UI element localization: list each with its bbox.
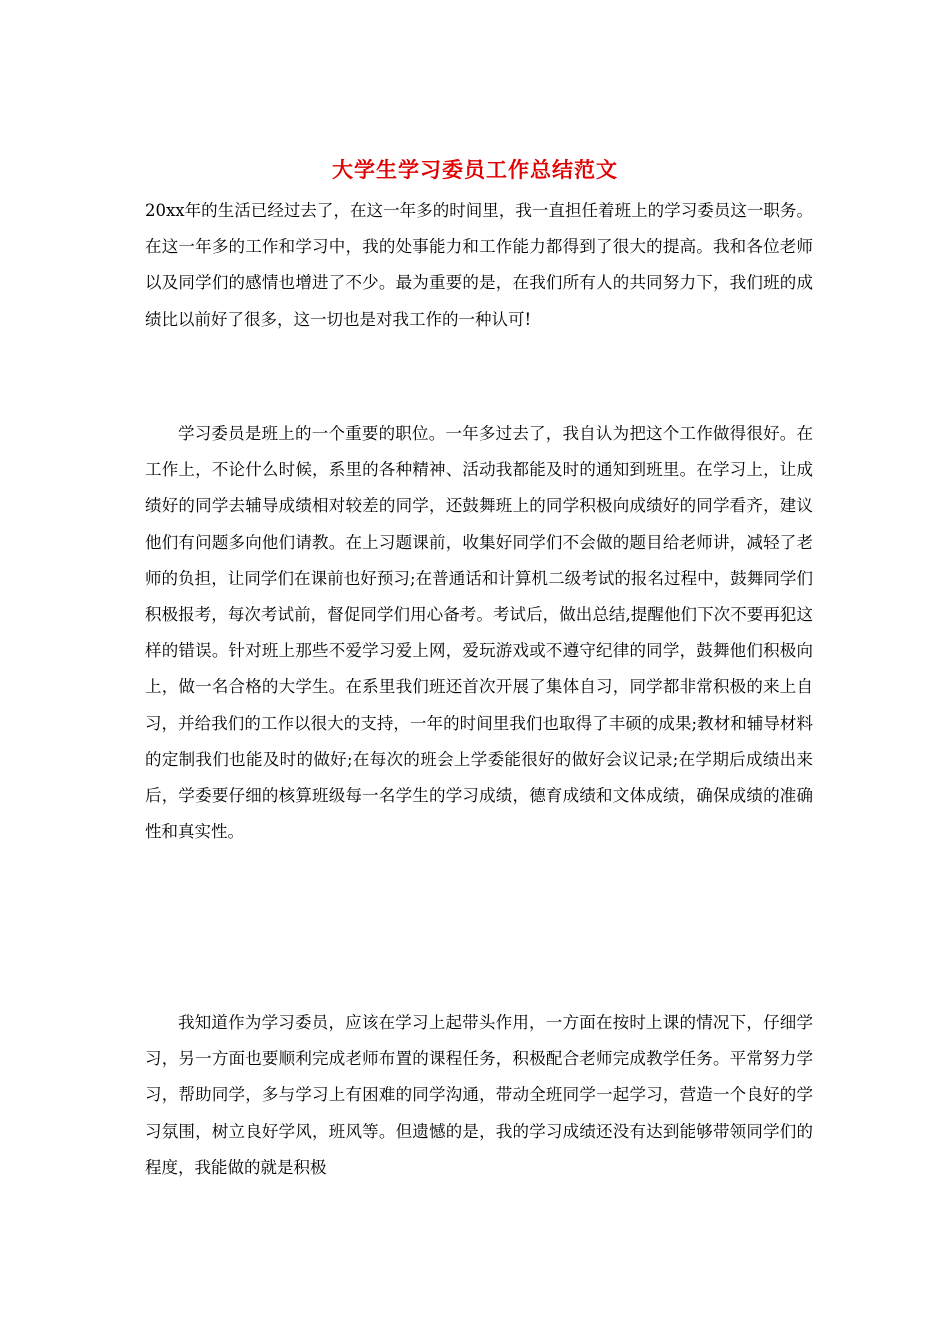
paragraph-1: 20xx年的生活已经过去了，在这一年多的时间里，我一直担任着班上的学习委员这一职务。在这一年多的工作和学习中，我的处事能力和工作能力都得到了很大的提高。我和各位老师以及同学们的感情也增进了不少。最为重要的是，在我们所有人的共同努力下，我们班的成绩比以前好了很多，这一切也是对我工作的一种认可! [145, 201, 813, 329]
paragraph-2: 学习委员是班上的一个重要的职位。一年多过去了，我自认为把这个工作做得很好。在工作上，不论什么时候，系里的各种精神、活动我都能及时的通知到班里。在学习上，让成绩好的同学去辅导成绩相对较差的同学，还鼓舞班上的同学积极向成绩好的同学看齐，建议他们有问题多向他们请教。在上习题课前，收集好同学们不会做的题目给老师讲，减轻了老师的负担，让同学们在课前也好预习;在普通话和计算机二级考试的报名过程中，鼓舞同学们积极报考，每次考试前，督促同学们用心备考。考试后，做出总结,提醒他们下次不要再犯这样的错误。针对班上那些不爱学习爱上网，爱玩游戏或不遵守纪律的同学，鼓舞他们积极向上，做一名合格的大学生。在系里我们班还首次开展了集体自习，同学都非常积极的来上自习，并给我们的工作以很大的支持，一年的时间里我们也取得了丰硕的成果;教材和辅导材料的定制我们也能及时的做好;在每次的班会上学委能很好的做好会议记录;在学期后成绩出来后，学委要仔细的核算班级每一名学生的学习成绩，德育成绩和文体成绩，确保成绩的准确性和真实性。 [145, 424, 813, 842]
paragraph-3: 我知道作为学习委员，应该在学习上起带头作用，一方面在按时上课的情况下，仔细学习，另一方面也要顺利完成老师布置的课程任务，积极配合老师完成教学任务。平常努力学习，帮助同学，多与学习上有困难的同学沟通，带动全班同学一起学习，营造一个良好的学习氛围，树立良好学风，班风等。但遗憾的是，我的学习成绩还没有达到能够带领同学们的程度，我能做的就是积极 [145, 1013, 813, 1177]
document-title: 大学生学习委员工作总结范文 [332, 157, 618, 182]
